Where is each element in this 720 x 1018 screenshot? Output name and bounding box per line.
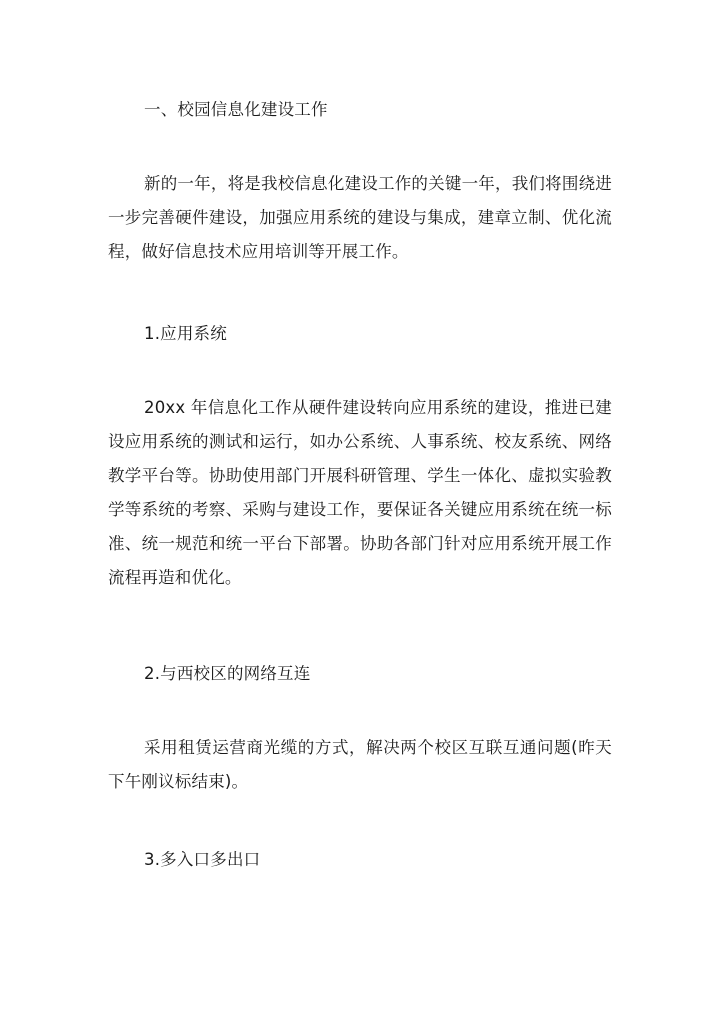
item2-heading: 2.与西校区的网络互连 — [144, 664, 311, 683]
item2-line: 采用租赁运营商光缆的方式，解决两个校区互联互通问题(昨天 — [144, 738, 612, 757]
item1-heading: 1.应用系统 — [144, 324, 227, 343]
item1-line: 设应用系统的测试和运行，如办公系统、人事系统、校友系统、网络 — [108, 432, 612, 451]
item1-paragraph — [108, 391, 612, 595]
item1-line: 流程再造和优化。 — [108, 568, 242, 587]
item2-paragraph — [108, 731, 612, 799]
item1-line: 准、统一规范和统一平台下部署。协助各部门针对应用系统开展工作 — [108, 534, 612, 553]
item1-line: 学等系统的考察、采购与建设工作，要保证各关键应用系统在统一标 — [108, 500, 612, 519]
intro-line: 新的一年，将是我校信息化建设工作的关键一年，我们将围绕进 — [144, 174, 612, 193]
item1-line: 教学平台等。协助使用部门开展科研管理、学生一体化、虚拟实验教 — [108, 466, 612, 485]
item1-line: 20xx 年信息化工作从硬件建设转向应用系统的建设，推进已建 — [144, 398, 612, 417]
item3-heading: 3.多入口多出口 — [144, 850, 261, 869]
intro-line: 一步完善硬件建设，加强应用系统的建设与集成，建章立制、优化流 — [108, 208, 612, 227]
item2-line: 下午刚议标结束)。 — [108, 772, 249, 791]
section-title: 一、校园信息化建设工作 — [144, 100, 328, 119]
intro-paragraph — [108, 167, 612, 269]
intro-line: 程，做好信息技术应用培训等开展工作。 — [108, 242, 409, 261]
